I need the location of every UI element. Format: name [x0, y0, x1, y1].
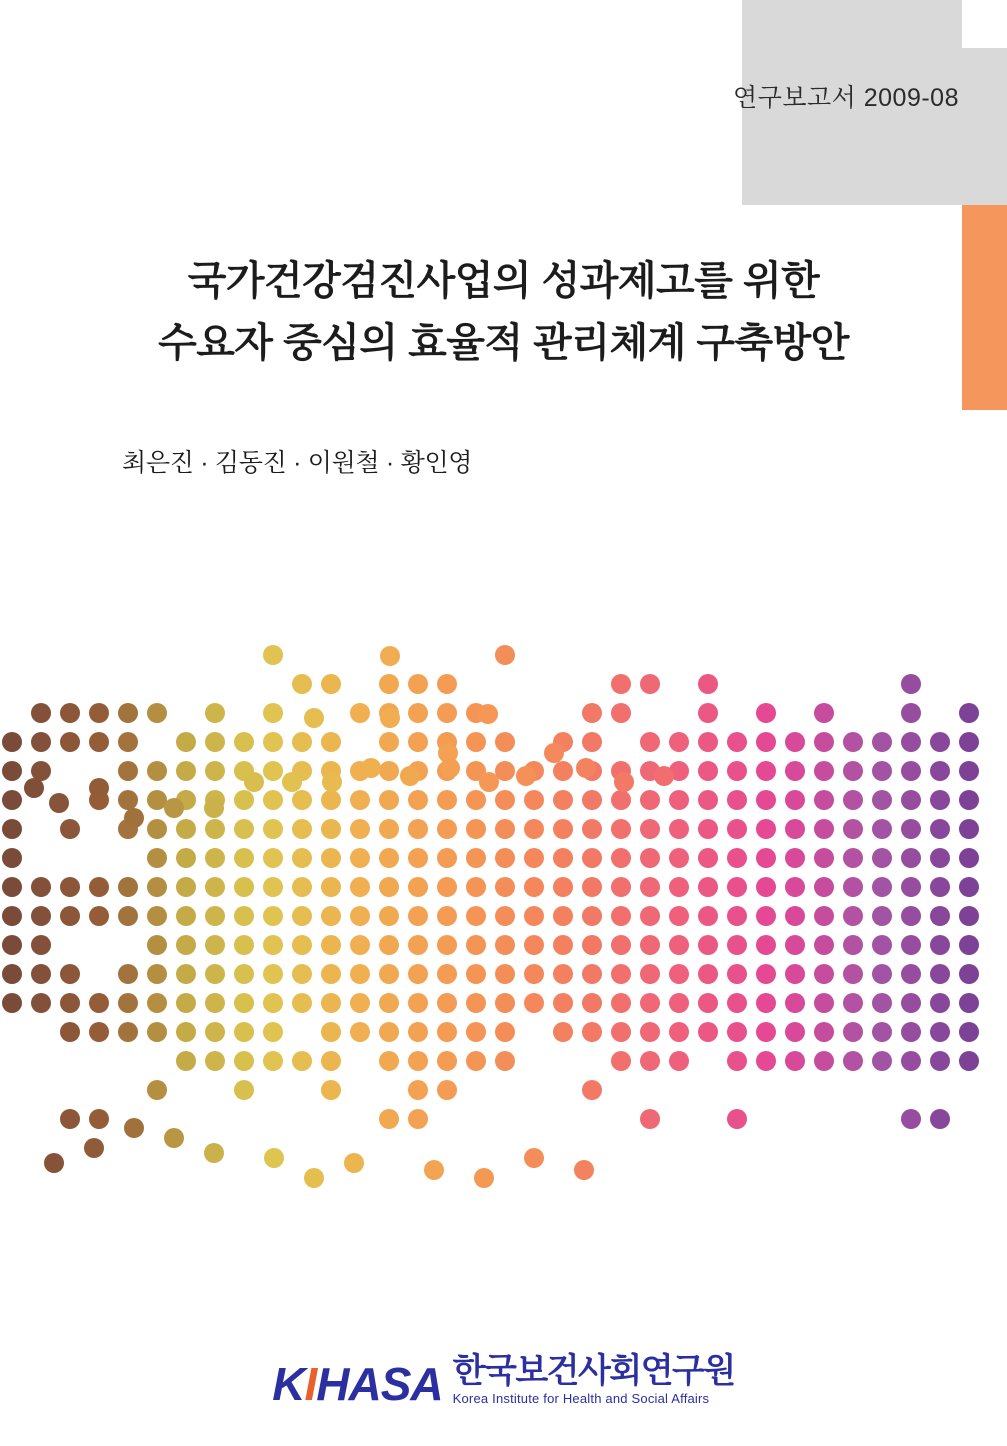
dot-matrix-svg [0, 630, 1007, 1210]
title-line-2: 수요자 중심의 효율적 관리체계 구축방안 [158, 321, 849, 365]
page-title [0, 250, 1007, 374]
institute-name-korean: 한국보건사회연구원 [452, 1351, 735, 1390]
kihasa-hasa: HASA [316, 1358, 443, 1410]
right-edge-gray-strip [962, 48, 1007, 205]
kihasa-i: I [304, 1358, 317, 1410]
kihasa-wordmark [272, 1360, 442, 1408]
title-line-1: 국가건강검진사업의 성과제고를 위한 [187, 259, 820, 303]
institute-name-block [452, 1351, 735, 1408]
dot-matrix-graphic [0, 630, 1007, 1210]
author-list: 최은진 · 김동진 · 이원철 · 황인영 [122, 449, 473, 477]
kihasa-k: K [272, 1358, 305, 1410]
institute-name-english: Korea Institute for Health and Social Affairs [452, 1391, 710, 1407]
top-right-white-notch [962, 0, 1007, 48]
logo-wrap [272, 1351, 735, 1410]
report-number: 연구보고서 2009-08 [733, 84, 959, 112]
publisher-logo [0, 1351, 1007, 1410]
